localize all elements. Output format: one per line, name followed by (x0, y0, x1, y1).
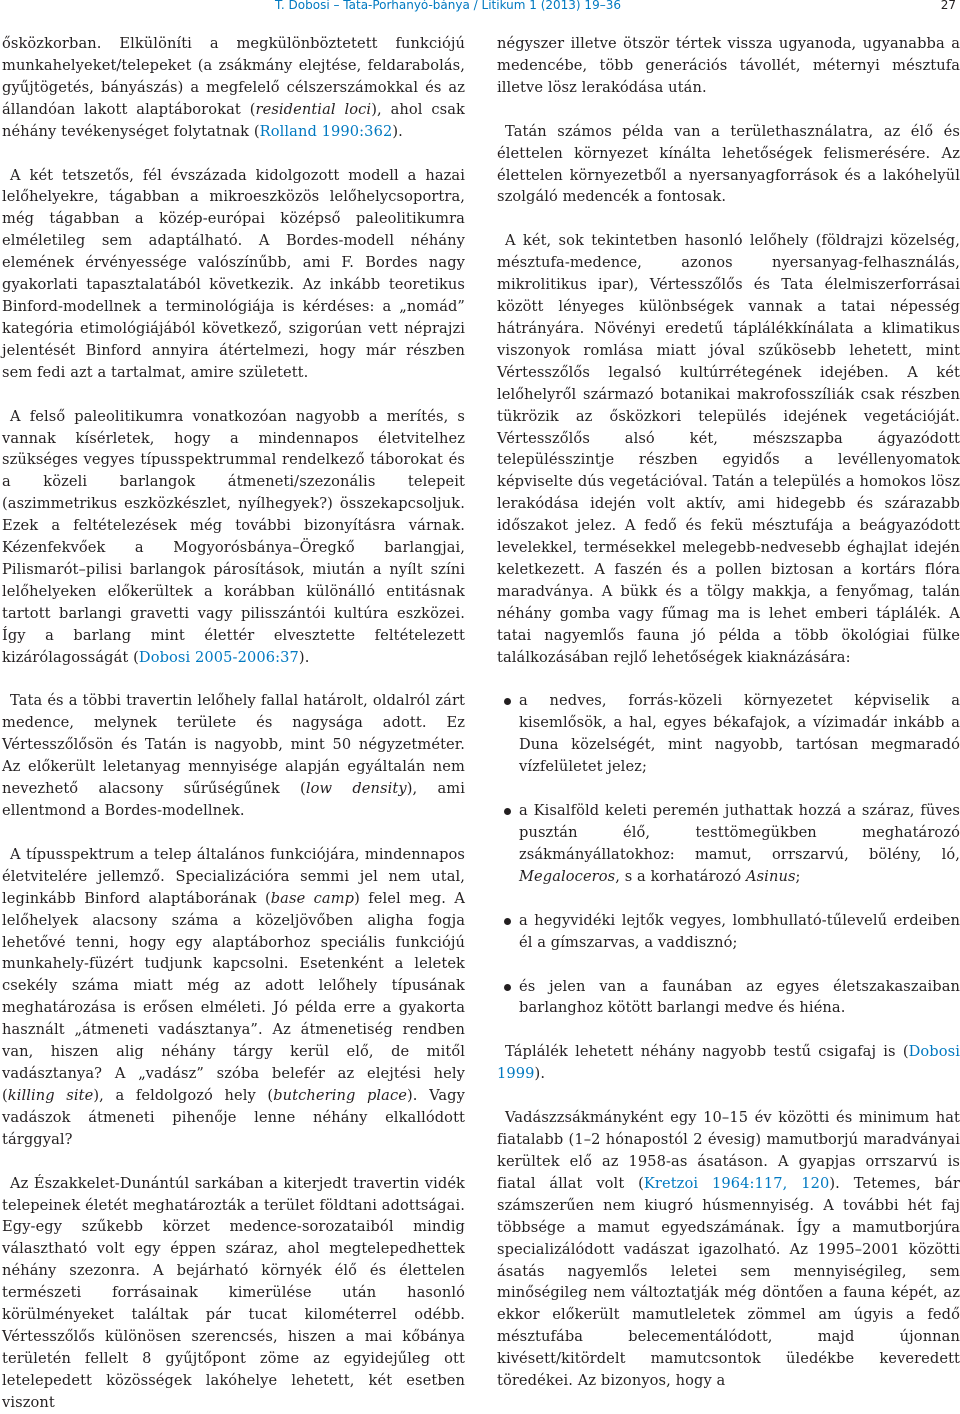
left-column (2, 33, 465, 1414)
fauna-list (497, 690, 960, 1019)
paragraph: A típusspektrum a telep általános funkciójára, mindennapos életvitelére jellemző. Specializációra semmi jel nem utal, leginkább Binford alaptáborának (base camp) felel meg. A lelőhelyek alacsony száma a közeljövőben aligha fogja lehetővé tenni, hogy egy alaptáborhoz speciális funkciójú munkahely-füzért tudjunk kapcsolni. Esetenként a leletek csekély száma miatt még az adott lelőhely típusának meghatározása is erősen elméleti. Jó példa erre a gyakorta használt „átmeneti vadásztanya”. Az átmenetiség rendben van, hiszen alig néhány tárgy kerül elő, de mitől vadásztanya? A „vadász” szóba belefér az elejtési hely (killing site), a feldolgozó hely (butchering place). Vagy vadászok átmeneti pihenője lenne néhány elkallódott tárggyal? (2, 845, 466, 1148)
list-item: a nedves, forrás-közeli környezetet képviselik a kisemlősök, a hal, egyes békafajok, a vízimadár inkább a Duna közelségét, mint nagyobb, tartósan megmaradó vízfelületet jelez; (497, 690, 960, 778)
list-item: a hegyvidéki lejtők vegyes, lombhullató-tűlevelű erdeiben él a gímszarvas, a vaddisznó; (497, 910, 960, 954)
citation-link[interactable]: Rolland 1990:362 (259, 122, 393, 140)
italic-term: Asinus (745, 867, 796, 885)
paragraph: Tata és a többi travertin lelőhely fallal határolt, oldalról zárt medence, melynek területe és nagysága adott. Ez Vértesszőlősön és Tatán is nagyobb, mint 50 négyzetméter. Az előkerült leletanyag mennyisége alapján egyáltalán nem nevezhető alacsony sűrűségűnek (low density), ami ellentmond a Bordes-modellnek. (2, 692, 466, 819)
list-item: a Kisalföld keleti peremén juthattak hozzá a száraz, füves pusztán élő, testtömegükben meghatározó zsákmányállatokhoz: mamut, orrszarvú, bölény, ló, Megaloceros, s a korhatározó Asinus; (497, 800, 960, 888)
paragraph: A felső paleolitikumra vonatkozóan nagyobb a merítés, s vannak kísérletek, hogy a mindennapos életvitelhez szükséges vegyes típusspektrummal rendelkező táborokat és a közeli barlangok átmeneti/szezonális telepeit (aszimmetrikus eszközkészlet, nyílhegyek?) összekapcsoljuk. Ezek a feltételezések még további bizonyításra várnak. Kézenfekvőek a Mogyorósbánya–Öregkő barlangjai, Pilismarót–pilisi barlangok párosítások, miután a nyílt színi lelőhelyeken előkerültek a korábban különálló entitásnak tartott barlangi gravetti vagy pilisszántói kultúra eszközei. Így a barlang mint élettér elvesztette feltételezett kizárólagosságát (Dobosi 2005-2006:37). (2, 407, 465, 666)
italic-term: butchering place (273, 1086, 407, 1104)
italic-term: base camp (270, 889, 355, 907)
citation-link[interactable]: Kretzoi 1964:117, 120 (643, 1174, 830, 1192)
citation-link[interactable]: Dobosi 2005-2006:37 (138, 648, 299, 666)
italic-term: killing site (7, 1086, 94, 1104)
running-title: T. Dobosi – Tata-Porhanyó-bánya / Litikum 1 (2013) 19–36 (275, 0, 621, 12)
paragraph: ősközkorban. Elkülöníti a megkülönböztetett funkciójú munkahelyeket/telepeket (a zsákmány elejtése, feldarabolás, gyűjtögetés, bányászás) a megfelelő célszerszámokkal és az állandóan lakott alaptáborokat (residential loci), ahol csak néhány tevékenységet folytatnak (Rolland 1990:362). (2, 35, 465, 140)
italic-term: Megaloceros (519, 867, 616, 885)
right-column (497, 33, 960, 1392)
citation-link[interactable]: Dobosi 1999 (497, 1043, 960, 1083)
paragraph: Az Északkelet-Dunántúl sarkában a kiterjedt travertin vidék telepeinek életét meghatározták a terület földtani adottságai. Egy-egy szűkebb körzet medence-sorozataiból mindig választható volt egy éppen száraz, ahol megtelepedhettek néhány szezonra. A bejárható környék élő és élettelen természeti forrásainak kimerülése után hasonló körülményeket találtak pár tucat kilométerrel odébb. Vértesszőlős különösen szerencsés, hiszen a mai kőbánya területén fellelt 8 gyűjtőpont zöme az egyidejűleg ott letelepedett közösségek lakóhelye lehetett, két esetben viszont (2, 1174, 465, 1411)
paragraph: Tatán számos példa van a területhasználatra, az élő és élettelen környezet kínálta lehetőségek felismerésére. Az élettelen környezetből a nyersanyagforrások és a lakóhelyül szolgáló medencék a fontosak. (497, 122, 960, 206)
running-header (0, 0, 960, 14)
italic-term: low density (305, 780, 407, 798)
paragraph: Táplálék lehetett néhány nagyobb testű csigafaj is (Dobosi 1999). (497, 1043, 960, 1083)
list-item: és jelen van a faunában az egyes életszakaszaiban barlanghoz kötött barlangi medve és hiéna. (497, 976, 960, 1020)
italic-term: residential loci (255, 100, 372, 118)
paragraph: négyszer illetve ötször tértek vissza ugyanoda, ugyanabba a medencébe, több generációs távollét, méternyi mésztufa illetve lösz lerakódása után. (497, 35, 960, 96)
paragraph: Vadászzsákmányként egy 10–15 év közötti és minimum hat fiatalabb (1–2 hónapostól 2 évesig) mamutborjú maradványai kerültek elő az 1958-as ásatáson. A gyapjas orrszarvú is fiatal állat volt (Kretzoi 1964:117, 120). Tetemes, bár számszerűen nem kiugró húsmennyiség. A további hét faj többsége a mamut egyedszámának. Így a mamutborjúra specializálódott vadászat igazolható. Az 1995–2001 közötti ásatás nagyemlős leletei sem mennyiségileg, sem minőségileg nem változtatják még döntően a fauna képét, az ekkor előkerült mamutleletek zömmel am úgyis a fedő mésztufába belecementálódott, majd újonnan kivésett/kitördelt mamutcsontok üledékbe keveredett töredékei. Az bizonyos, hogy a (497, 1109, 960, 1390)
paragraph: A két, sok tekintetben hasonló lelőhely (földrajzi közelség, mésztufa-medence, azonos nyersanyag-felhasználás, mikrolitikus ipar), Vértesszőlős és Tata élelmiszerforrásai között lényeges különbségek vannak a tatai népesség hátrányára. Növényi eredetű táplálékkínálata a klimatikus viszonyok romlása miatt jóval szűkösebb lehetett, mint Vértesszőlős legalsó kultúrrétegének idejében. A két lelőhelyről származó botanikai makrofosszíliák csak részben tükrözik az ősközkori település idejének vegetációját. Vértesszőlős alsó két, mészszapba ágyazódott településszintje részben egyidős a levéllenyomatok képviselte dús vegetációval. Tatán a település a homokos lösz lerakódása idején volt aktív, ami hidegebb és szárazabb időszakot jelez. A fedő és fekü mésztufája a beágyazódott levelekkel, termésekkel melegebb-nedvesebb éghajlat idején keletkezett. A faszén és a pollen biztosan a kortárs flóra maradványa. A bükk és a tölgy makkja, a fenyőmag, talán néhány gomba vagy fűmag ma is lehet emberi táplálék. A tatai nagyemlős fauna jó példa a több ökológiai fülke találkozásában rejlő lehetőségek kiaknázására: (497, 232, 960, 666)
page-number: 27 (940, 0, 956, 12)
paragraph: A két tetszetős, fél évszázada kidolgozott modell a hazai lelőhelyekre, tágabban a mikroeszközös lelőhelycsoportra, még tágabban a közép-európai középső paleolitikumra elméletileg sem adaptálható. A Bordes-modell néhány elemének érvényessége valószínűbb, ami F. Bordes nagy gyakorlati tapasztalatából következik. Az inkább teoretikus Binford-modellnek a terminológiája is kérdéses: a „nomád” kategória etimológiájából következő, szigorúan vett néprajzi jelentését Binford annyira átértelmezi, hogy már részben sem fedi azt a tartalmat, amire született. (2, 166, 465, 381)
